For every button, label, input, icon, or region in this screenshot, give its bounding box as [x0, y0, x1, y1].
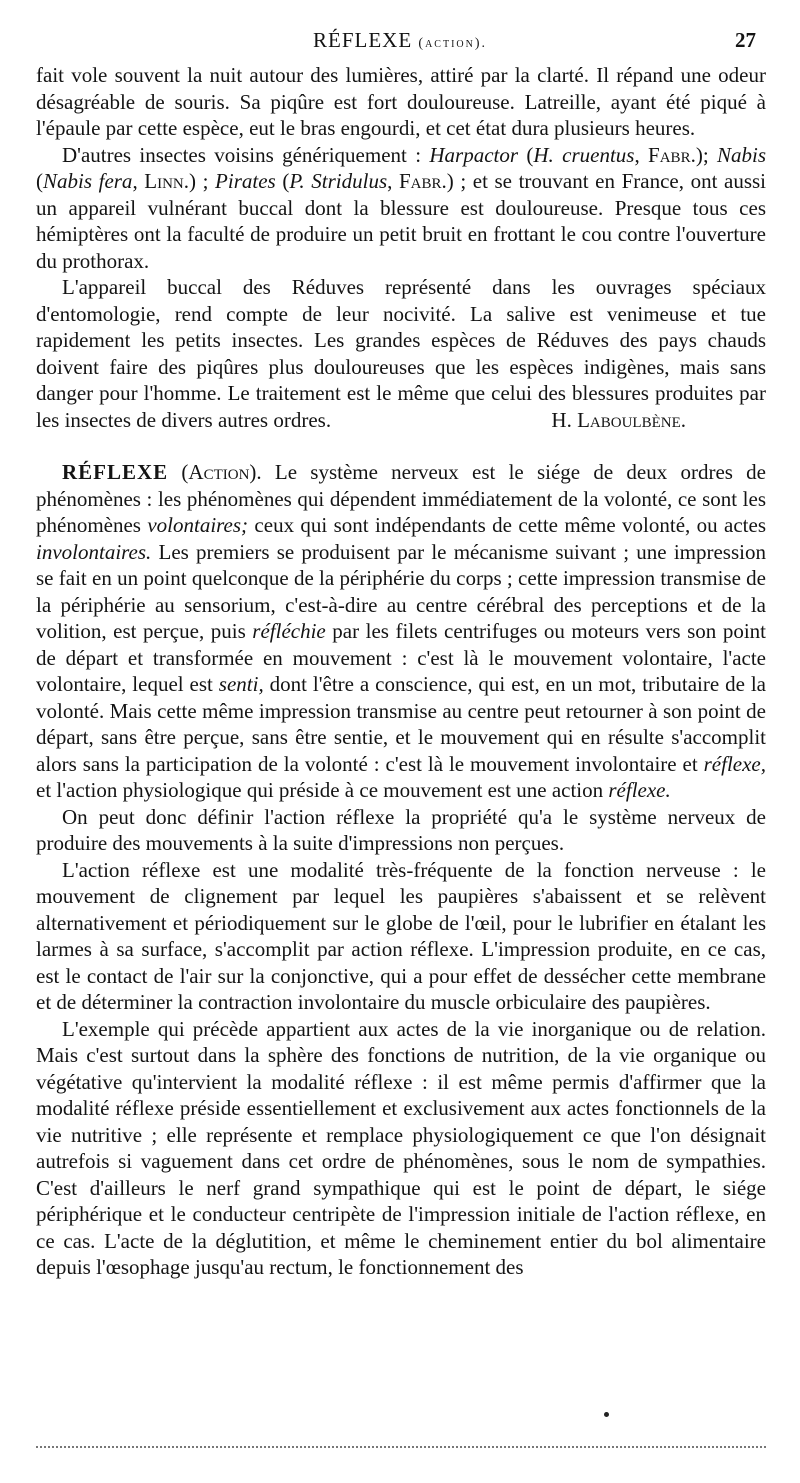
text-run: D'autres insectes voisins génériquement : [62, 142, 430, 167]
signature-name: Laboulbène. [577, 407, 686, 432]
text-run: ( [275, 169, 290, 193]
text-run: ); [695, 142, 717, 167]
text-run: par les filets centrifuges ou moteurs vers son point de départ et transformée en mouvement : c'est là le mouvement volontaire, l'acte volontaire, lequel est [36, 619, 766, 696]
entry-paragraph-3: L'action réflexe est une modalité très-fréquente de la fonction nerveuse : le mouvement de clignement par lequel les paupières s'abaissent et se relèvent alternativement et périodiquement sur le globe de l'œil, pour le lubrifier en étalant les larmes à sa surface, s'accomplit par action réflexe. L'impression produite, en ce cas, est le contact de l'air sur la conjonctive, qui a pour effet de dessécher cette membrane et de déterminer la contraction involontaire du muscle orbiculaire des paupières. [36, 857, 766, 1014]
entry-separator [36, 433, 766, 459]
italic-term: réflexe, [703, 751, 766, 776]
text-run: , [387, 169, 399, 193]
text-run: ) ; et se trouvant en France, ont aussi un appareil vulnérant buccal dont la blessure est douloureuse. Presque tous ces hémiptères ont la faculté de produire un petit bruit en frottant le cou contre l'ouverture du prothorax. [36, 169, 766, 273]
entry-headword-paren: (Action). [181, 460, 262, 484]
entry-headword: RÉFLEXE [62, 460, 169, 484]
species-name: Nabis fera [43, 169, 133, 193]
author-abbrev: Linn. [144, 169, 190, 193]
text-run: ceux qui sont indépendants de cette même volonté, ou actes [248, 513, 766, 537]
author-abbrev: Fabr. [398, 169, 447, 193]
signature-initial: H. [551, 407, 578, 432]
running-head [36, 28, 764, 56]
italic-term: volontaires; [147, 513, 249, 537]
running-title-main: RÉFLEXE [312, 28, 413, 52]
italic-term: senti, [218, 672, 264, 696]
text-run: dont l'être a conscience, qui est, en un mot, tributaire de la volonté. Mais cette même impression transmise au centre peut retourner à son point de départ, sans être perçue, sans être sentie, et le mouvement qui en résulte s'accomplit alors sans la participation de la volonté : c'est là le mouvement involontaire et [36, 672, 766, 776]
genus-name: Nabis [717, 142, 767, 167]
genus-name: Pirates [215, 169, 276, 193]
italic-term: involontaires. [36, 539, 152, 564]
italic-term: réflexe. [608, 778, 671, 802]
text-run: ) ; [189, 169, 216, 193]
ink-dot [604, 1412, 609, 1417]
page-body [36, 62, 766, 1281]
species-name: P. Stridulus [289, 169, 388, 193]
author-abbrev: Fabr. [648, 142, 696, 167]
text-run: , [634, 142, 649, 167]
text-run: , [132, 169, 145, 193]
text-run: et l'action physiologique qui préside à ce mouvement est une action [36, 778, 609, 802]
entry-paragraph-4: L'exemple qui précède appartient aux actes de la vie inorganique ou de relation. Mais c'est surtout dans la sphère des fonctions de nutrition, de la vie organique ou végétative qu'intervient la modalité réflexe : il est même permis d'affirmer que la modalité réflexe préside essentiellement et exclusivement aux actes fonctionnels de la vie nutritive ; elle représente et remplace physiologiquement ce que l'on désignait autrefois si vaguement dans cet ordre de phénomènes, sous le nom de sympathies. C'est d'ailleurs le nerf grand sympathique qui est le point de départ, le siége périphérique et le conducteur centripète de l'impression initiale de l'action réflexe, en ce cas. L'acte de la déglutition, et même le cheminement entier du bol alimentaire depuis l'œsophage jusqu'au rectum, le fonctionnement des [36, 1016, 766, 1279]
running-title-paren: (action). [418, 36, 488, 51]
text-run: ( [518, 142, 534, 167]
prev-entry-paragraph-1: fait vole souvent la nuit autour des lumières, attiré par la clarté. Il répand une odeur désagréable de souris. Sa piqûre est fort douloureuse. Latreille, ayant été piqué à l'épaule par cette espèce, eut le bras engourdi, et cet état dura plusieurs heures. [36, 63, 766, 140]
page-number: 27 [735, 28, 756, 52]
italic-term: réfléchie [252, 619, 326, 643]
prev-entry-paragraph-3: L'appareil buccal des Réduves représenté dans les ouvrages spéciaux d'entomologie, rend compte de leur nocivité. La salive est venimeuse et tue rapidement les petits insectes. Les grandes espèces de Réduves des pays chauds doivent faire des piqûres plus douloureuses que les espèces indigènes, mais sans danger pour l'homme. Le traitement est le même que celui des blessures produites par les insectes de divers autres ordres. [36, 275, 766, 432]
footer-dotted-rule [36, 1446, 766, 1448]
species-name: H. cruentus [533, 142, 635, 167]
prev-entry-paragraph-2 [36, 142, 766, 275]
entry-paragraph-2: On peut donc définir l'action réflexe la propriété qu'a le système nerveux de produire des mouvements à la suite d'impressions non perçues. [36, 804, 766, 855]
running-title [36, 28, 764, 53]
text-run: Les premiers se produisent par le mécanisme suivant ; une impression se fait en un point quelconque de la périphérie du corps ; cette impression transmise de la périphérie au sensorium, c'est-à-dire au centre cérébral des perceptions et de la volition, est perçue, puis [36, 539, 766, 643]
text-run: ( [36, 169, 43, 193]
entry-paragraph-1 [36, 459, 766, 804]
genus-name: Harpactor [429, 142, 519, 167]
text-run: Le système nerveux est le siége de deux ordres de phénomènes : les phénomènes qui dépendent immédiatement de la volonté, ce sont les phénomènes [36, 460, 766, 537]
